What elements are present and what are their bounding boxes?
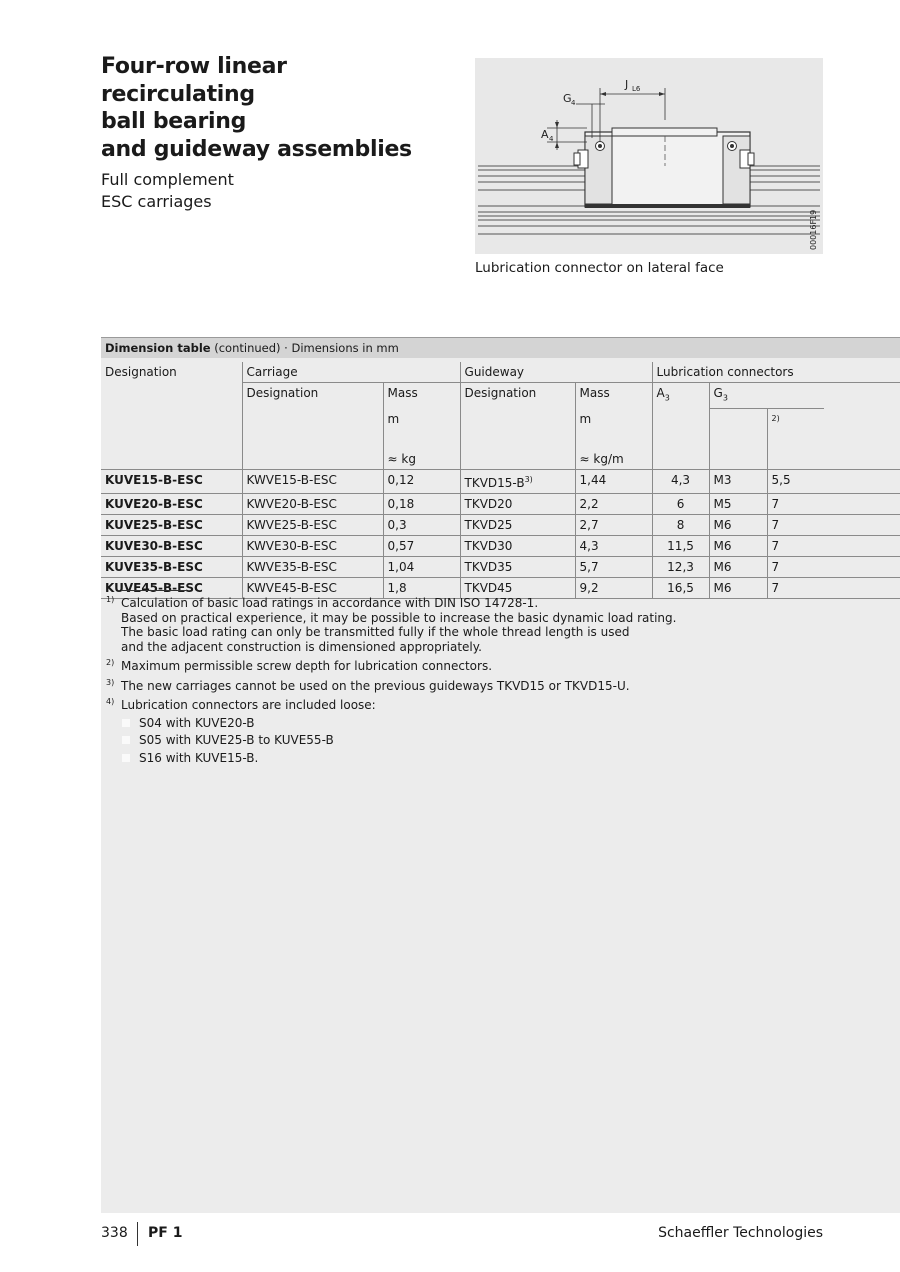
table-header-row-4: [101, 429, 900, 449]
table-header-row-3: [101, 409, 900, 430]
th-guideway: Guideway: [460, 362, 652, 383]
cell-carriage: KWVE20-B-ESC: [242, 494, 383, 515]
footnote-rule: [121, 590, 187, 591]
table-row: [101, 536, 900, 557]
square-bullet-icon: [122, 754, 130, 762]
cell-g3: M6: [709, 536, 767, 557]
cell-carriage: KWVE15-B-ESC: [242, 470, 383, 494]
table-row: [101, 470, 900, 494]
footnote-1-line-1: Calculation of basic load ratings in accordance with DIN ISO 14728-1.: [121, 596, 539, 610]
cell-guideway: $TKVD15-B^{3)}$: [460, 470, 575, 494]
label-g4: G: [563, 92, 572, 105]
company-name: Schaeffler Technologies: [658, 1225, 823, 1241]
drawing-id: 00016F19: [809, 209, 818, 250]
cell-mass: 0,12: [383, 470, 460, 494]
th-designation: Designation: [105, 365, 177, 379]
cell-a3: 12,3: [652, 557, 709, 578]
cell-carriage: KWVE30-B-ESC: [242, 536, 383, 557]
footnote-4-text: Lubrication connectors are included loose:: [121, 698, 376, 712]
figure-caption: Lubrication connector on lateral face: [475, 260, 724, 276]
footnote-1-line-4: and the adjacent construction is dimensioned appropriately.: [121, 639, 482, 654]
label-a4: A: [541, 128, 549, 141]
table-row: [101, 557, 900, 578]
footnote-3-text: The new carriages cannot be used on the previous guideways TKVD15 or TKVD15-U.: [121, 678, 630, 693]
footnote-2-mark: 2): [106, 658, 115, 667]
page-title-block: [101, 53, 441, 212]
cell-a3: 8: [652, 515, 709, 536]
table-caption: [101, 337, 900, 358]
page-footer: [101, 1222, 823, 1246]
th-g3: $G_3$: [709, 383, 824, 409]
cell-depth: 7: [767, 536, 824, 557]
cell-guideway-mass: 1,44: [575, 470, 652, 494]
footnotes: [106, 590, 806, 770]
cell-a3: 4,3: [652, 470, 709, 494]
footnote-3: [106, 679, 806, 694]
label-jl6: J: [625, 78, 629, 91]
title-line-2: ball bearing: [101, 109, 247, 134]
label-jl6-sub: L6: [632, 85, 641, 93]
table-row: [101, 494, 900, 515]
table-header-row-5: [101, 449, 900, 470]
th-carriage-mass-symbol: m: [383, 409, 460, 430]
drawing-svg: [475, 58, 823, 254]
cell-designation: KUVE30-B-ESC: [101, 536, 242, 557]
th-carriage-designation: Designation: [242, 383, 383, 409]
footnote-4-mark: 4): [106, 697, 115, 706]
footer-divider: [137, 1222, 138, 1246]
footnote-4: [106, 698, 806, 765]
page-title: [101, 53, 441, 163]
cell-carriage: KWVE25-B-ESC: [242, 515, 383, 536]
footnote-3-mark: 3): [106, 677, 115, 687]
cell-guideway: TKVD25: [460, 515, 575, 536]
cell-designation: KUVE45-B-ESC: [101, 578, 242, 599]
cell-guideway-mass: 5,7: [575, 557, 652, 578]
page-number: 338: [101, 1225, 128, 1241]
lubrication-connector-drawing: [475, 58, 823, 254]
cell-g3: M5: [709, 494, 767, 515]
subtitle-line-2: ESC carriages: [101, 191, 212, 211]
cell-guideway-mass: 2,2: [575, 494, 652, 515]
label-g4-sub: 4: [571, 99, 576, 107]
list-item-text: S05 with KUVE25-B to KUVE55-B: [139, 733, 334, 747]
th-guideway-mass-unit: ≈ kg/m: [575, 449, 652, 470]
cell-g3: M3: [709, 470, 767, 494]
cell-guideway: TKVD45: [460, 578, 575, 599]
cell-depth: 7: [767, 494, 824, 515]
cell-mass: 1,04: [383, 557, 460, 578]
table-header-row-2: [101, 383, 900, 409]
th-guideway-designation: Designation: [460, 383, 575, 409]
list-item: [121, 716, 806, 731]
cell-g3: M6: [709, 557, 767, 578]
label-a4-sub: 4: [549, 135, 554, 143]
th-depth-note: 2): [767, 409, 824, 430]
cell-guideway: TKVD35: [460, 557, 575, 578]
footnote-1-line-2: Based on practical experience, it may be possible to increase the basic dynamic load rating.: [121, 610, 677, 625]
cell-a3: 16,5: [652, 578, 709, 599]
cell-guideway: TKVD30: [460, 536, 575, 557]
cell-depth: 7: [767, 515, 824, 536]
th-lubrication: Lubrication connectors: [652, 362, 900, 383]
cell-guideway-mass: 4,3: [575, 536, 652, 557]
cell-a3: 6: [652, 494, 709, 515]
cell-mass: 0,3: [383, 515, 460, 536]
list-item-text: S04 with KUVE20-B: [139, 715, 255, 730]
footnote-1-mark: 1): [106, 595, 115, 604]
table-caption-bold: Dimension table: [105, 341, 211, 355]
cell-designation: KUVE35-B-ESC: [101, 557, 242, 578]
footnote-2: [106, 659, 806, 674]
footnote-1: [106, 596, 806, 654]
cell-carriage: KWVE45-B-ESC: [242, 578, 383, 599]
th-carriage: Carriage: [242, 362, 460, 383]
cell-depth: 7: [767, 557, 824, 578]
cell-guideway-mass: 9,2: [575, 578, 652, 599]
list-item: [121, 751, 806, 766]
th-carriage-mass: Mass: [383, 383, 460, 409]
title-line-1: Four-row linear recirculating: [101, 54, 287, 107]
cell-guideway-mass: 2,7: [575, 515, 652, 536]
cell-designation: KUVE20-B-ESC: [101, 494, 242, 515]
th-a3: $A_3$: [652, 383, 709, 409]
table-caption-rest: (continued) · Dimensions in mm: [210, 341, 399, 355]
cell-depth: 5,5: [767, 470, 824, 494]
th-carriage-mass-unit: ≈ kg: [383, 449, 460, 470]
square-bullet-icon: [122, 736, 130, 744]
th-guideway-mass-symbol: m: [575, 409, 652, 430]
list-item: [121, 733, 806, 748]
table-row: [101, 515, 900, 536]
cell-mass: 0,18: [383, 494, 460, 515]
list-item-text: S16 with KUVE15-B.: [139, 750, 259, 765]
section-code: PF 1: [148, 1225, 183, 1241]
cell-a3: 11,5: [652, 536, 709, 557]
cell-carriage: KWVE35-B-ESC: [242, 557, 383, 578]
cell-mass: 0,57: [383, 536, 460, 557]
subtitle-line-1: Full complement: [101, 170, 234, 189]
cell-mass: 1,8: [383, 578, 460, 599]
footnote-2-text: Maximum permissible screw depth for lubrication connectors.: [121, 659, 493, 673]
cell-guideway: TKVD20: [460, 494, 575, 515]
th-guideway-mass: Mass: [575, 383, 652, 409]
dimension-table: [101, 362, 900, 599]
cell-designation: KUVE25-B-ESC: [101, 515, 242, 536]
cell-g3: M6: [709, 578, 767, 599]
cell-depth: 7: [767, 578, 824, 599]
footnote-1-line-3: The basic load rating can only be transmitted fully if the whole thread length is used: [121, 625, 630, 639]
table-header-row-1: [101, 362, 900, 383]
title-line-3: and guideway assemblies: [101, 136, 412, 162]
cell-g3: M6: [709, 515, 767, 536]
square-bullet-icon: [122, 719, 130, 727]
subtitle: [101, 169, 441, 212]
cell-designation: KUVE15-B-ESC: [101, 470, 242, 494]
